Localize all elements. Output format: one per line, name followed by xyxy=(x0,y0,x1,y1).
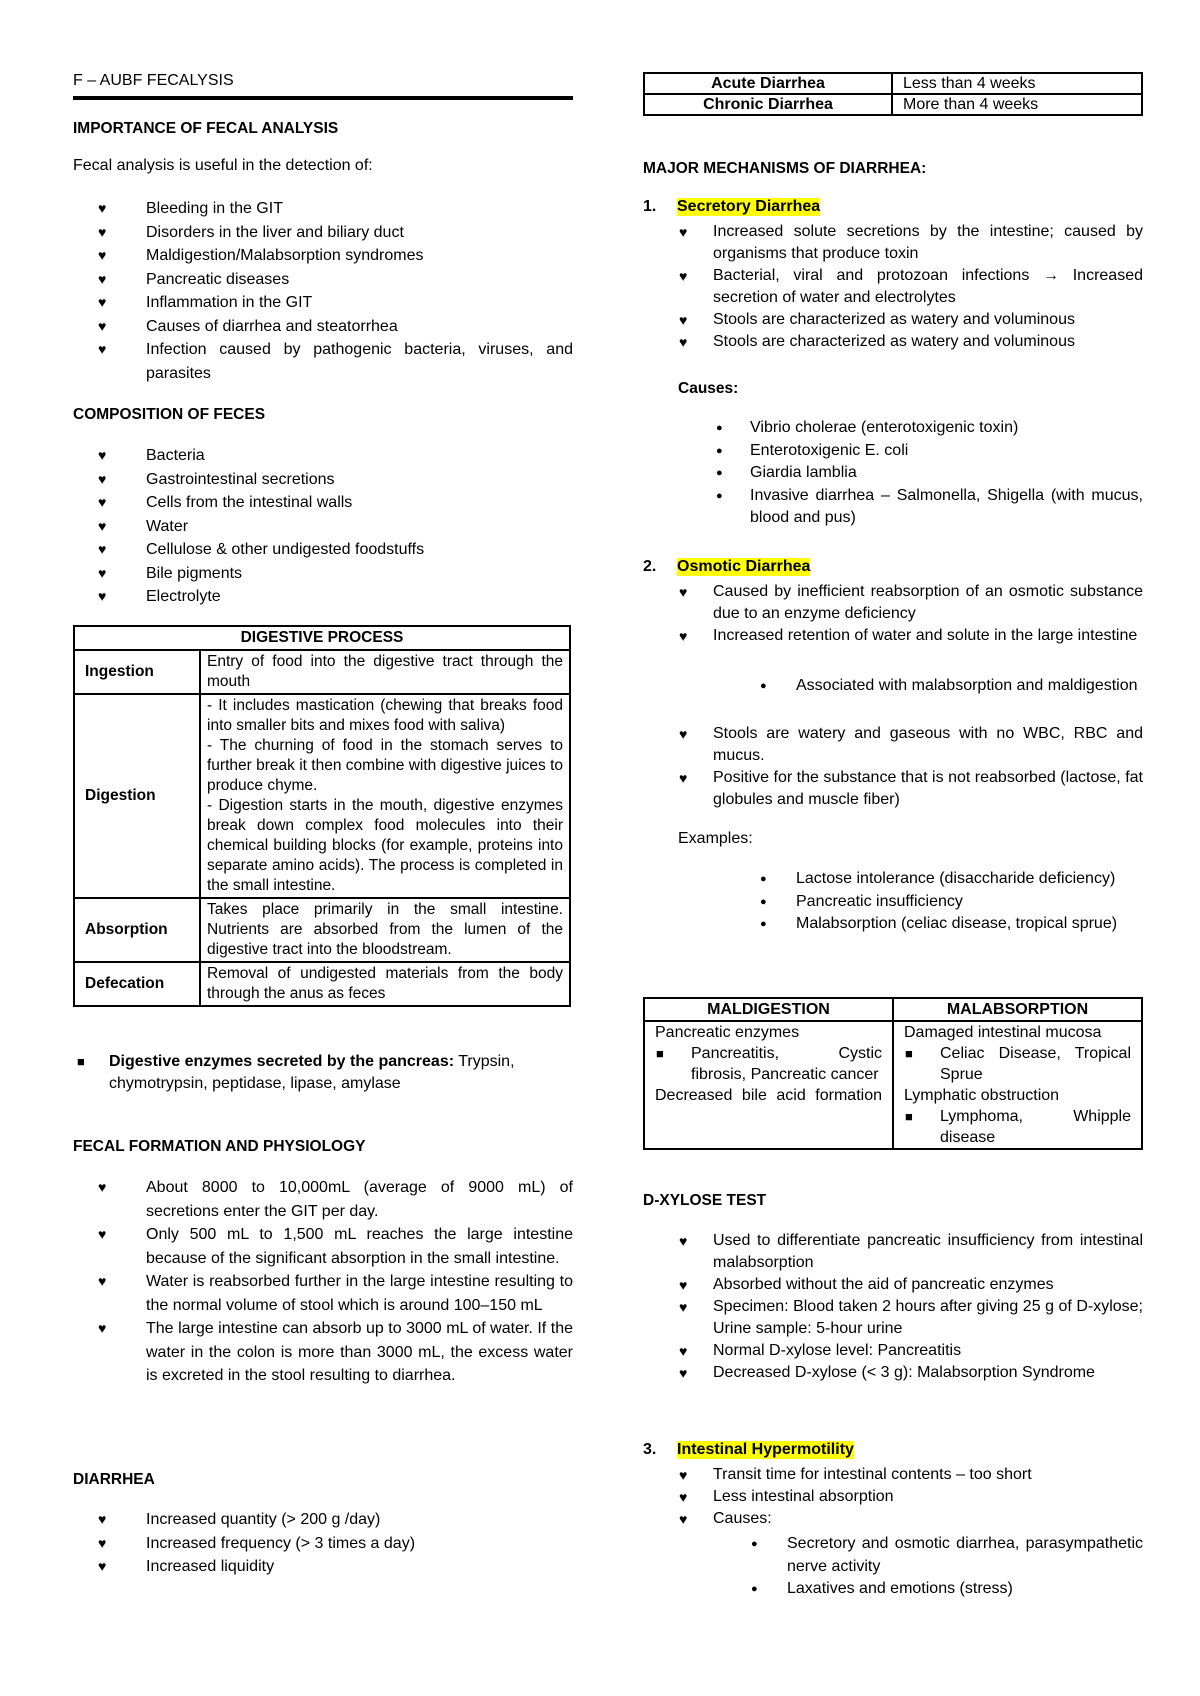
header-rule xyxy=(73,96,573,100)
diarrhea-duration: Less than 4 weeks xyxy=(892,73,1142,94)
heart-bullet-icon: ♥ xyxy=(98,1320,107,1336)
heart-bullet-icon: ♥ xyxy=(98,223,107,240)
importance-intro: Fecal analysis is useful in the detection of: xyxy=(73,157,373,174)
heart-bullet-icon: ♥ xyxy=(679,726,688,742)
list-item: ♥ Bleeding in the GIT xyxy=(73,197,573,221)
table-row xyxy=(74,962,570,1006)
list-item: ● Laxatives and emotions (stress) xyxy=(787,1578,1143,1601)
list-item: ♥ Absorbed without the aid of pancreatic enzymes xyxy=(643,1274,1143,1296)
row-text: Takes place primarily in the small intestine. Nutrients are absorbed from the lumen of the digestive tract into the bloodstream. xyxy=(200,898,570,962)
dot-bullet-icon: ● xyxy=(760,918,767,930)
diarrhea-list xyxy=(73,1508,573,1579)
list-item: ♥ Water xyxy=(73,515,573,539)
list-item: ♥ Only 500 mL to 1,500 mL reaches the large intestine because of the significant absorption in the small intestine. xyxy=(73,1223,573,1270)
list-item: ♥ Pancreatic diseases xyxy=(73,268,573,292)
list-item: ♥ Stools are watery and gaseous with no WBC, RBC and mucus. xyxy=(679,725,1143,764)
heart-bullet-icon: ♥ xyxy=(679,770,688,786)
list-item: ● Vibrio cholerae (enterotoxigenic toxin) xyxy=(750,417,1143,440)
heart-bullet-icon: ♥ xyxy=(98,564,107,581)
heart-bullet-icon: ♥ xyxy=(98,294,107,310)
list-item: ● Malabsorption (celiac disease, tropical sprue) xyxy=(796,913,1143,936)
list-item: ♥ Increased retention of water and solute in the large intestine xyxy=(643,625,1143,647)
list-item: ♥ Bacterial, viral and protozoan infections → Increased secretion of water and electrolytes xyxy=(679,267,1143,306)
list-item: ♥ Specimen: Blood taken 2 hours after giving 25 g of D-xylose; Urine sample: 5-hour urine xyxy=(679,1298,1143,1337)
heart-bullet-icon: ♥ xyxy=(679,268,688,284)
list-item: ♥ Causes of diarrhea and steatorrhea xyxy=(73,315,573,339)
causes-label: Causes: xyxy=(678,380,739,397)
importance-heading: IMPORTANCE OF FECAL ANALYSIS xyxy=(73,120,339,137)
dot-bullet-icon: ● xyxy=(760,680,767,692)
list-item: ♥ Positive for the substance that is not reabsorbed (lactose, fat globules and muscle fiber) xyxy=(679,769,1143,808)
heart-bullet-icon: ♥ xyxy=(98,247,107,263)
square-bullet-icon: ■ xyxy=(656,1046,664,1061)
mechanisms-heading: MAJOR MECHANISMS OF DIARRHEA: xyxy=(643,160,927,177)
diarrhea-duration-table xyxy=(643,72,1143,116)
heart-bullet-icon: ♥ xyxy=(98,470,107,487)
list-item: ♥ Infection caused by pathogenic bacteria, viruses, and parasites xyxy=(73,338,573,385)
list-item: ● Lactose intolerance (disaccharide deficiency) xyxy=(796,868,1143,891)
list-item: ♥ Causes: xyxy=(643,1508,1143,1530)
list-item: ♥ Cells from the intestinal walls xyxy=(73,491,573,515)
heart-bullet-icon: ♥ xyxy=(98,317,107,334)
row-label: Ingestion xyxy=(74,650,200,694)
secretory-list xyxy=(643,221,1143,353)
square-bullet-icon: ■ xyxy=(905,1109,913,1124)
list-item: ♥ Electrolyte xyxy=(73,585,573,609)
osmotic-title: Osmotic Diarrhea xyxy=(677,558,811,575)
dxylose-heading: D-XYLOSE TEST xyxy=(643,1192,767,1209)
table-row xyxy=(74,694,570,898)
dot-bullet-icon: ● xyxy=(751,1538,758,1550)
list-item: ♥ Increased liquidity xyxy=(73,1555,573,1579)
heart-bullet-icon: ♥ xyxy=(679,584,688,600)
list-item: ♥ Less intestinal absorption xyxy=(643,1486,1143,1508)
osmotic-list xyxy=(643,581,1143,647)
list-item: ♥ Cellulose & other undigested foodstuffs xyxy=(73,538,573,562)
secretory-causes-list xyxy=(716,417,1143,530)
heart-bullet-icon: ♥ xyxy=(98,1179,107,1195)
list-item: ♥ Transit time for intestinal contents – too short xyxy=(643,1464,1143,1486)
diarrhea-type: Acute Diarrhea xyxy=(644,73,892,94)
section-number: 3. xyxy=(643,1441,657,1458)
heart-bullet-icon: ♥ xyxy=(98,1273,107,1289)
list-item: ♥ Maldigestion/Malabsorption syndromes xyxy=(73,244,573,268)
heart-bullet-icon: ♥ xyxy=(679,1365,688,1381)
table-row xyxy=(644,1021,1142,1149)
heart-bullet-icon: ♥ xyxy=(679,334,688,350)
list-item: ● Secretory and osmotic diarrhea, parasympathetic nerve activity xyxy=(751,1535,1143,1575)
dxylose-list xyxy=(643,1230,1143,1384)
row-label: Digestion xyxy=(74,694,200,898)
list-item: ● Enterotoxigenic E. coli xyxy=(750,440,1143,463)
list-item: ● Invasive diarrhea – Salmonella, Shigella (with mucus, blood and pus) xyxy=(716,486,1143,526)
hypermotility-causes-list xyxy=(751,1533,1143,1601)
heart-bullet-icon: ♥ xyxy=(98,341,107,357)
maldigestion-malabsorption-table xyxy=(643,997,1143,1150)
list-item: ♥ Normal D-xylose level: Pancreatitis xyxy=(643,1340,1143,1362)
heart-bullet-icon: ♥ xyxy=(679,1511,688,1527)
dot-bullet-icon: ● xyxy=(760,873,767,885)
row-label: Defecation xyxy=(74,962,200,1006)
square-bullet-icon: ■ xyxy=(77,1054,85,1069)
square-bullet-icon: ■ xyxy=(905,1046,913,1061)
dot-bullet-icon: ● xyxy=(751,1583,758,1595)
list-item: ♥ Stools are characterized as watery and voluminous xyxy=(643,331,1143,353)
osmotic-sub-list xyxy=(760,675,1143,698)
fecal-formation-heading: FECAL FORMATION AND PHYSIOLOGY xyxy=(73,1138,366,1155)
heart-bullet-icon: ♥ xyxy=(679,1233,688,1249)
dot-bullet-icon: ● xyxy=(716,422,723,434)
row-text: Entry of food into the digestive tract through the mouth xyxy=(200,650,570,694)
heart-bullet-icon: ♥ xyxy=(679,1277,688,1293)
list-item: ● Giardia lamblia xyxy=(750,462,1143,485)
diarrhea-duration: More than 4 weeks xyxy=(892,94,1142,115)
list-item: ● Pancreatic insufficiency xyxy=(796,891,1143,914)
list-item: ♥ Bacteria xyxy=(73,444,573,468)
maldigestion-cell: Pancreatic enzymes ■ Pancreatitis, Cystic fibrosis, Pancreatic cancer Decreased bile acid formation xyxy=(644,1021,893,1149)
document-title: F – AUBF FECALYSIS xyxy=(73,72,234,89)
malabsorption-cell: Damaged intestinal mucosa ■ Celiac Disease, Tropical Sprue Lymphatic obstruction ■ Lymphoma, Whipple disease xyxy=(893,1021,1142,1149)
heart-bullet-icon: ♥ xyxy=(98,494,107,510)
maldigestion-header: MALDIGESTION xyxy=(644,998,893,1021)
heart-bullet-icon: ♥ xyxy=(679,1343,688,1359)
dot-bullet-icon: ● xyxy=(716,444,723,457)
heart-bullet-icon: ♥ xyxy=(98,270,107,287)
dot-bullet-icon: ● xyxy=(760,895,767,908)
row-text: - It includes mastication (chewing that breaks food into smaller bits and mixes food with saliva) - The churning of food in the stomach serves to further break it then combine with digestive juices to produce chyme. - Digestion starts in the mouth, digestive enzymes break down complex food molecules into their chemical building blocks (for example, proteins into separate amino acids). The process is completed in the small intestine. xyxy=(200,694,570,898)
list-item: ♥ Increased quantity (> 200 g /day) xyxy=(73,1508,573,1532)
heart-bullet-icon: ♥ xyxy=(98,588,107,604)
diarrhea-type: Chronic Diarrhea xyxy=(644,94,892,115)
heart-bullet-icon: ♥ xyxy=(98,1558,107,1574)
heart-bullet-icon: ♥ xyxy=(679,1489,688,1505)
list-item: ♥ The large intestine can absorb up to 3000 mL of water. If the water in the colon is more than 3000 mL, the excess water is excreted in the stool resulting to diarrhea. xyxy=(73,1317,573,1388)
heart-bullet-icon: ♥ xyxy=(98,200,107,216)
table-title: DIGESTIVE PROCESS xyxy=(74,626,570,650)
hypermotility-title: Intestinal Hypermotility xyxy=(677,1441,854,1458)
list-item: ♥ Disorders in the liver and biliary duct xyxy=(73,221,573,245)
list-item: ♥ Water is reabsorbed further in the large intestine resulting to the normal volume of stool which is around 100–150 mL xyxy=(73,1270,573,1317)
heart-bullet-icon: ♥ xyxy=(98,447,107,463)
malabsorption-header: MALABSORPTION xyxy=(893,998,1142,1021)
dot-bullet-icon: ● xyxy=(716,467,723,479)
hypermotility-list xyxy=(643,1464,1143,1530)
secretory-title: Secretory Diarrhea xyxy=(677,198,821,215)
table-row xyxy=(644,73,1142,94)
list-item: ♥ Decreased D-xylose (< 3 g): Malabsorption Syndrome xyxy=(643,1362,1143,1384)
heart-bullet-icon: ♥ xyxy=(679,1299,688,1315)
list-item: ♥ Increased solute secretions by the intestine; caused by organisms that produce toxin xyxy=(679,223,1143,262)
list-item: ♥ Increased frequency (> 3 times a day) xyxy=(73,1532,573,1556)
heart-bullet-icon: ♥ xyxy=(98,1226,107,1242)
table-row xyxy=(644,94,1142,115)
list-item: ♥ Gastrointestinal secretions xyxy=(73,468,573,492)
list-item: ♥ Stools are characterized as watery and voluminous xyxy=(643,309,1143,331)
list-item: ♥ Used to differentiate pancreatic insufficiency from intestinal malabsorption xyxy=(679,1232,1143,1271)
list-item: ♥ About 8000 to 10,000mL (average of 9000 mL) of secretions enter the GIT per day. xyxy=(73,1176,573,1223)
pancreas-enzymes-note: ■ Digestive enzymes secreted by the pancreas: Trypsin, chymotrypsin, peptidase, lipase, amylase xyxy=(77,1053,515,1092)
list-item: ● Associated with malabsorption and maldigestion xyxy=(796,675,1143,698)
heart-bullet-icon: ♥ xyxy=(679,224,688,240)
composition-list xyxy=(73,444,573,609)
heart-bullet-icon: ♥ xyxy=(679,628,688,644)
digestive-process-table xyxy=(73,625,571,1007)
section-number: 2. xyxy=(643,558,657,575)
table-row xyxy=(74,650,570,694)
list-item: ♥ Caused by inefficient reabsorption of an osmotic substance due to an enzyme deficiency xyxy=(679,583,1143,622)
importance-list xyxy=(73,197,573,385)
heart-bullet-icon: ♥ xyxy=(679,312,688,328)
row-text: Removal of undigested materials from the body through the anus as feces xyxy=(200,962,570,1006)
row-label: Absorption xyxy=(74,898,200,962)
composition-heading: COMPOSITION OF FECES xyxy=(73,406,266,423)
dot-bullet-icon: ● xyxy=(716,489,723,502)
osmotic-list-2 xyxy=(643,723,1143,811)
list-item: ♥ Bile pigments xyxy=(73,562,573,586)
fecal-formation-list xyxy=(73,1176,573,1388)
heart-bullet-icon: ♥ xyxy=(98,1511,107,1527)
heart-bullet-icon: ♥ xyxy=(98,541,107,557)
examples-label: Examples: xyxy=(678,830,753,847)
section-number: 1. xyxy=(643,198,657,215)
osmotic-examples-list xyxy=(760,868,1143,936)
heart-bullet-icon: ♥ xyxy=(98,517,107,534)
diarrhea-heading: DIARRHEA xyxy=(73,1471,155,1488)
table-row xyxy=(74,898,570,962)
heart-bullet-icon: ♥ xyxy=(98,1534,107,1551)
list-item: ♥ Inflammation in the GIT xyxy=(73,291,573,315)
heart-bullet-icon: ♥ xyxy=(679,1467,688,1483)
